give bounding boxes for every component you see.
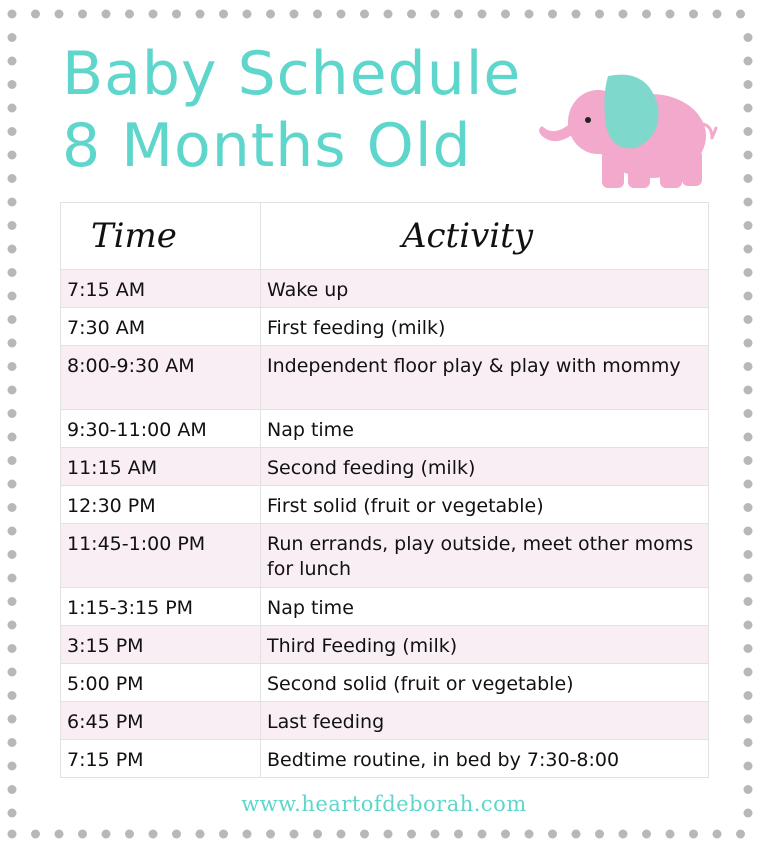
table-row xyxy=(61,664,709,702)
border-dot xyxy=(8,597,17,606)
border-dot xyxy=(744,691,753,700)
border-dot xyxy=(8,10,17,19)
border-dot xyxy=(744,221,753,230)
border-dot xyxy=(744,315,753,324)
border-dot xyxy=(125,10,134,19)
border-dot xyxy=(8,151,17,160)
time-cell: 11:45-1:00 PM xyxy=(61,524,261,588)
border-dot xyxy=(525,830,534,839)
border-dot xyxy=(78,10,87,19)
border-dot xyxy=(360,10,369,19)
border-dot xyxy=(744,503,753,512)
border-dot xyxy=(744,527,753,536)
border-dot xyxy=(8,339,17,348)
border-dot xyxy=(595,10,604,19)
border-dot xyxy=(337,10,346,19)
border-dot xyxy=(666,10,675,19)
border-dot xyxy=(525,10,534,19)
border-dot xyxy=(548,10,557,19)
border-dot xyxy=(8,550,17,559)
time-cell: 7:15 PM xyxy=(61,740,261,778)
border-dot xyxy=(619,830,628,839)
activity-cell: First feeding (milk) xyxy=(261,308,709,346)
border-dot xyxy=(744,738,753,747)
border-dot xyxy=(689,830,698,839)
time-cell: 7:15 AM xyxy=(61,270,261,308)
border-dot xyxy=(313,10,322,19)
border-dot xyxy=(744,104,753,113)
border-dot xyxy=(102,830,111,839)
border-dot xyxy=(478,10,487,19)
border-dot xyxy=(384,10,393,19)
border-dot xyxy=(8,245,17,254)
border-dot xyxy=(572,830,581,839)
activity-cell: Independent floor play & play with mommy xyxy=(261,346,709,410)
title-line-2: 8 Months Old xyxy=(62,111,472,181)
border-dot xyxy=(744,57,753,66)
schedule-table xyxy=(60,202,709,778)
border-dot xyxy=(501,830,510,839)
border-dot xyxy=(407,10,416,19)
border-dot xyxy=(266,10,275,19)
border-dot xyxy=(149,830,158,839)
border-dot xyxy=(744,456,753,465)
border-dot xyxy=(55,830,64,839)
border-dot xyxy=(642,830,651,839)
border-dot xyxy=(744,597,753,606)
border-dot xyxy=(8,715,17,724)
border-dot xyxy=(290,10,299,19)
border-dot xyxy=(713,10,722,19)
time-cell: 7:30 AM xyxy=(61,308,261,346)
activity-cell: Third Feeding (milk) xyxy=(261,626,709,664)
border-dot xyxy=(8,268,17,277)
border-dot xyxy=(744,339,753,348)
border-dot xyxy=(31,830,40,839)
page-title xyxy=(62,38,521,182)
border-dot xyxy=(78,830,87,839)
border-dot xyxy=(431,10,440,19)
title-line-1: Baby Schedule xyxy=(62,39,522,109)
footer-url: www.heartofdeborah.com xyxy=(241,792,527,816)
table-row xyxy=(61,740,709,778)
border-dot xyxy=(454,830,463,839)
border-dot xyxy=(8,480,17,489)
border-dot xyxy=(8,456,17,465)
border-dot xyxy=(8,315,17,324)
border-dot xyxy=(689,10,698,19)
elephant-icon xyxy=(536,66,720,190)
border-dot xyxy=(8,362,17,371)
border-dot xyxy=(744,127,753,136)
activity-cell: Second feeding (milk) xyxy=(261,448,709,486)
activity-cell: Nap time xyxy=(261,410,709,448)
activity-cell: Run errands, play outside, meet other moms for lunch xyxy=(261,524,709,588)
activity-cell: Nap time xyxy=(261,588,709,626)
table-row xyxy=(61,524,709,588)
border-dot xyxy=(642,10,651,19)
border-dot xyxy=(290,830,299,839)
border-dot xyxy=(125,830,134,839)
table-row xyxy=(61,626,709,664)
border-dot xyxy=(744,80,753,89)
border-dot xyxy=(8,292,17,301)
header-time: Time xyxy=(61,203,261,270)
border-dot xyxy=(8,198,17,207)
border-dot xyxy=(407,830,416,839)
time-cell: 3:15 PM xyxy=(61,626,261,664)
border-dot xyxy=(744,668,753,677)
border-dot xyxy=(666,830,675,839)
border-dot xyxy=(149,10,158,19)
border-dot xyxy=(736,830,745,839)
border-dot xyxy=(360,830,369,839)
border-dot xyxy=(8,104,17,113)
table-row xyxy=(61,448,709,486)
header-activity: Activity xyxy=(261,203,709,270)
activity-cell: First solid (fruit or vegetable) xyxy=(261,486,709,524)
border-dot xyxy=(337,830,346,839)
border-dot xyxy=(744,762,753,771)
border-dot xyxy=(744,409,753,418)
border-dot xyxy=(243,10,252,19)
table-row xyxy=(61,270,709,308)
border-dot xyxy=(8,830,17,839)
border-dot xyxy=(744,433,753,442)
border-dot xyxy=(744,362,753,371)
activity-cell: Bedtime routine, in bed by 7:30-8:00 xyxy=(261,740,709,778)
time-cell: 6:45 PM xyxy=(61,702,261,740)
border-dot xyxy=(8,574,17,583)
border-dot xyxy=(8,527,17,536)
border-dot xyxy=(744,268,753,277)
border-dot xyxy=(431,830,440,839)
border-dot xyxy=(744,480,753,489)
border-dot xyxy=(744,621,753,630)
border-dot xyxy=(8,33,17,42)
border-dot xyxy=(744,386,753,395)
table-row xyxy=(61,346,709,410)
border-dot xyxy=(172,830,181,839)
table-row xyxy=(61,588,709,626)
border-dot xyxy=(102,10,111,19)
table-row xyxy=(61,702,709,740)
table-row xyxy=(61,410,709,448)
activity-cell: Wake up xyxy=(261,270,709,308)
time-cell: 8:00-9:30 AM xyxy=(61,346,261,410)
time-cell: 9:30-11:00 AM xyxy=(61,410,261,448)
border-dot xyxy=(744,174,753,183)
border-dot xyxy=(196,10,205,19)
border-dot xyxy=(744,292,753,301)
border-dot xyxy=(8,409,17,418)
border-dot xyxy=(8,503,17,512)
border-dot xyxy=(8,80,17,89)
border-dot xyxy=(8,174,17,183)
schedule-body xyxy=(61,270,709,778)
border-dot xyxy=(313,830,322,839)
border-dot xyxy=(744,151,753,160)
border-dot xyxy=(172,10,181,19)
table-row xyxy=(61,486,709,524)
time-cell: 11:15 AM xyxy=(61,448,261,486)
activity-cell: Last feeding xyxy=(261,702,709,740)
border-dot xyxy=(595,830,604,839)
border-dot xyxy=(744,550,753,559)
border-dot xyxy=(8,668,17,677)
border-dot xyxy=(266,830,275,839)
border-dot xyxy=(8,386,17,395)
border-dot xyxy=(744,198,753,207)
border-dot xyxy=(196,830,205,839)
border-dot xyxy=(243,830,252,839)
border-dot xyxy=(478,830,487,839)
border-dot xyxy=(548,830,557,839)
border-dot xyxy=(713,830,722,839)
border-dot xyxy=(744,644,753,653)
border-dot xyxy=(619,10,628,19)
time-cell: 5:00 PM xyxy=(61,664,261,702)
border-dot xyxy=(8,644,17,653)
border-dot xyxy=(572,10,581,19)
border-dot xyxy=(744,574,753,583)
border-dot xyxy=(8,221,17,230)
border-dot xyxy=(744,245,753,254)
border-dot xyxy=(8,691,17,700)
border-dot xyxy=(736,10,745,19)
activity-cell: Second solid (fruit or vegetable) xyxy=(261,664,709,702)
table-header-row xyxy=(61,203,709,270)
border-dot xyxy=(219,10,228,19)
table-row xyxy=(61,308,709,346)
border-dot xyxy=(8,57,17,66)
border-dot xyxy=(219,830,228,839)
border-dot xyxy=(744,715,753,724)
border-dot xyxy=(501,10,510,19)
border-dot xyxy=(55,10,64,19)
border-dot xyxy=(744,33,753,42)
border-dot xyxy=(8,762,17,771)
time-cell: 12:30 PM xyxy=(61,486,261,524)
border-dot xyxy=(454,10,463,19)
border-dot xyxy=(384,830,393,839)
border-dot xyxy=(31,10,40,19)
border-dot xyxy=(8,621,17,630)
border-dot xyxy=(8,738,17,747)
time-cell: 1:15-3:15 PM xyxy=(61,588,261,626)
border-dot xyxy=(8,433,17,442)
border-dot xyxy=(8,127,17,136)
